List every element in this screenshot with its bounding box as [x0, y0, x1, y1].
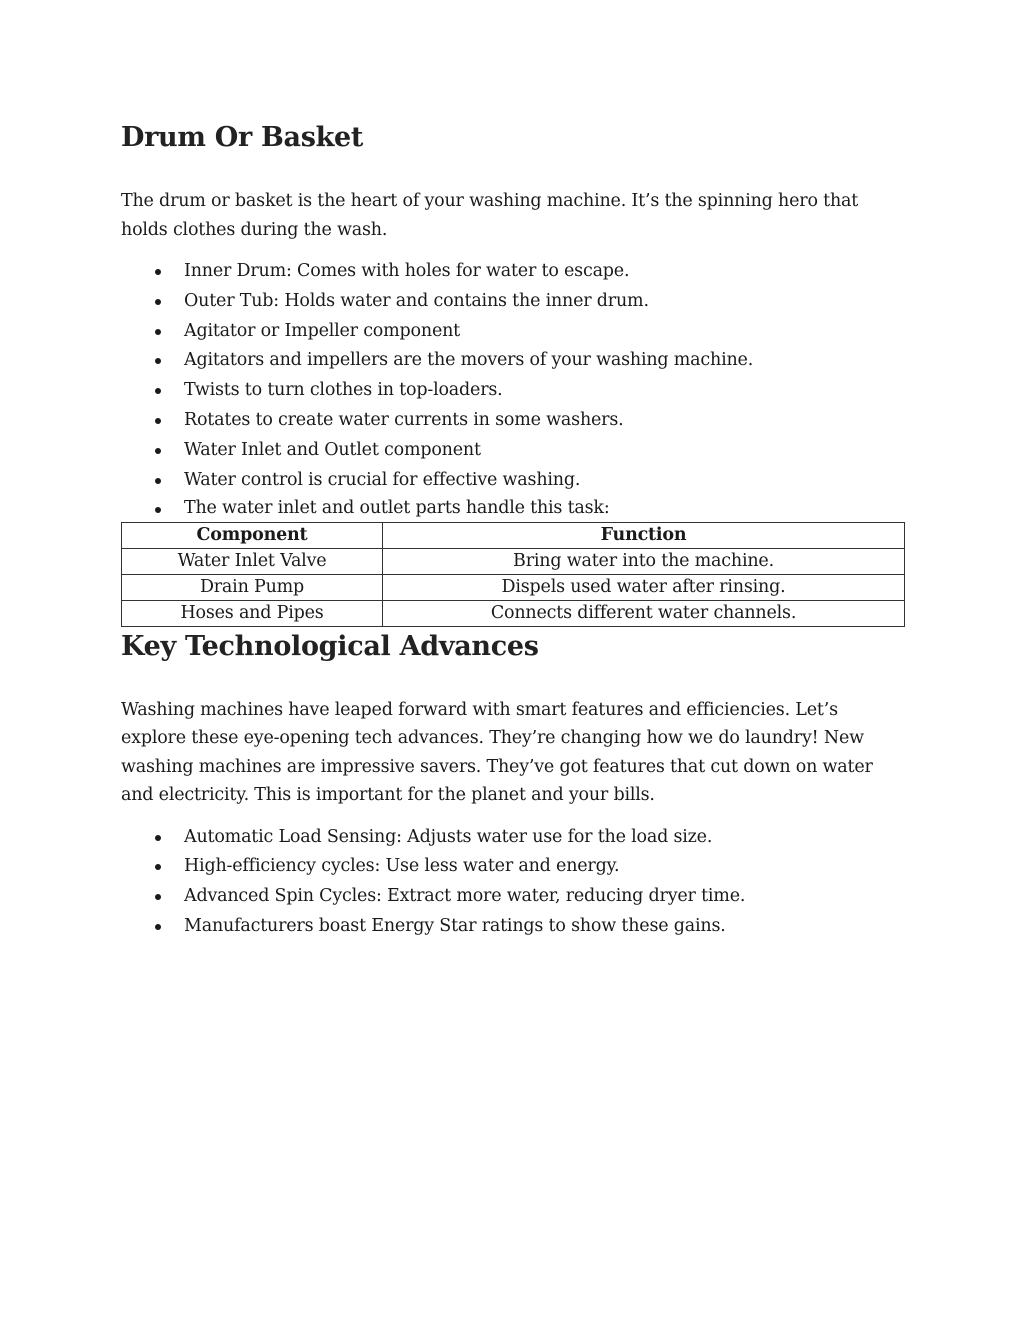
- bullet-icon: [155, 388, 161, 394]
- table-cell: Dispels used water after rinsing.: [383, 574, 905, 600]
- section-heading-tech-advances: Key Technological Advances: [121, 630, 539, 662]
- tech-intro-paragraph: Washing machines have leaped forward with smart features and efficiencies. Let’s explore these eye-opening tech advances. They’re changing how we do laundry! New washing machines are impressive savers. They’ve got features that cut down on water and electricity. This is important for the planet and your bills.: [121, 699, 873, 806]
- table-header-row: [122, 523, 905, 549]
- list-item: Inner Drum: Comes with holes for water to escape.: [121, 257, 905, 287]
- table-row: [122, 574, 905, 600]
- list-item: The water inlet and outlet parts handle this task:: [121, 495, 905, 522]
- bullet-icon: [155, 864, 161, 870]
- list-item: Twists to turn clothes in top-loaders.: [121, 376, 905, 406]
- table-cell: Bring water into the machine.: [383, 549, 905, 575]
- bullet-icon: [155, 329, 161, 335]
- bullet-icon: [155, 299, 161, 305]
- bullet-icon: [155, 924, 161, 930]
- table-row: [122, 549, 905, 575]
- bullet-icon: [155, 358, 161, 364]
- table-row: [122, 600, 905, 626]
- list-item: Advanced Spin Cycles: Extract more water, reducing dryer time.: [121, 882, 905, 912]
- list-item: Water control is crucial for effective washing.: [121, 466, 905, 496]
- table-cell: Connects different water channels.: [383, 600, 905, 626]
- bullet-icon: [155, 894, 161, 900]
- bullet-icon: [155, 448, 161, 454]
- table-cell: Hoses and Pipes: [122, 600, 383, 626]
- section-heading-drum: Drum Or Basket: [121, 122, 364, 153]
- list-item: Automatic Load Sensing: Adjusts water use for the load size.: [121, 823, 905, 853]
- list-item: Agitators and impellers are the movers of your washing machine.: [121, 346, 905, 376]
- list-item: High-efficiency cycles: Use less water and energy.: [121, 852, 905, 882]
- column-header-component: Component: [122, 523, 383, 549]
- bullet-icon: [155, 269, 161, 275]
- tech-bullet-list: [121, 823, 905, 942]
- bullet-icon: [155, 507, 161, 513]
- table-cell: Water Inlet Valve: [122, 549, 383, 575]
- bullet-icon: [155, 835, 161, 841]
- bullet-icon: [155, 418, 161, 424]
- column-header-function: Function: [383, 523, 905, 549]
- document-content: [121, 118, 905, 942]
- list-item: Outer Tub: Holds water and contains the inner drum.: [121, 287, 905, 317]
- list-item: Water Inlet and Outlet component: [121, 436, 905, 466]
- drum-bullet-list: [121, 257, 905, 522]
- component-function-table: [121, 522, 905, 626]
- list-item: Rotates to create water currents in some washers.: [121, 406, 905, 436]
- table-cell: Drain Pump: [122, 574, 383, 600]
- drum-intro-paragraph: The drum or basket is the heart of your washing machine. It’s the spinning hero that holds clothes during the wash.: [121, 191, 859, 240]
- list-item: Manufacturers boast Energy Star ratings to show these gains.: [121, 912, 905, 942]
- list-item: Agitator or Impeller component: [121, 317, 905, 347]
- bullet-icon: [155, 478, 161, 484]
